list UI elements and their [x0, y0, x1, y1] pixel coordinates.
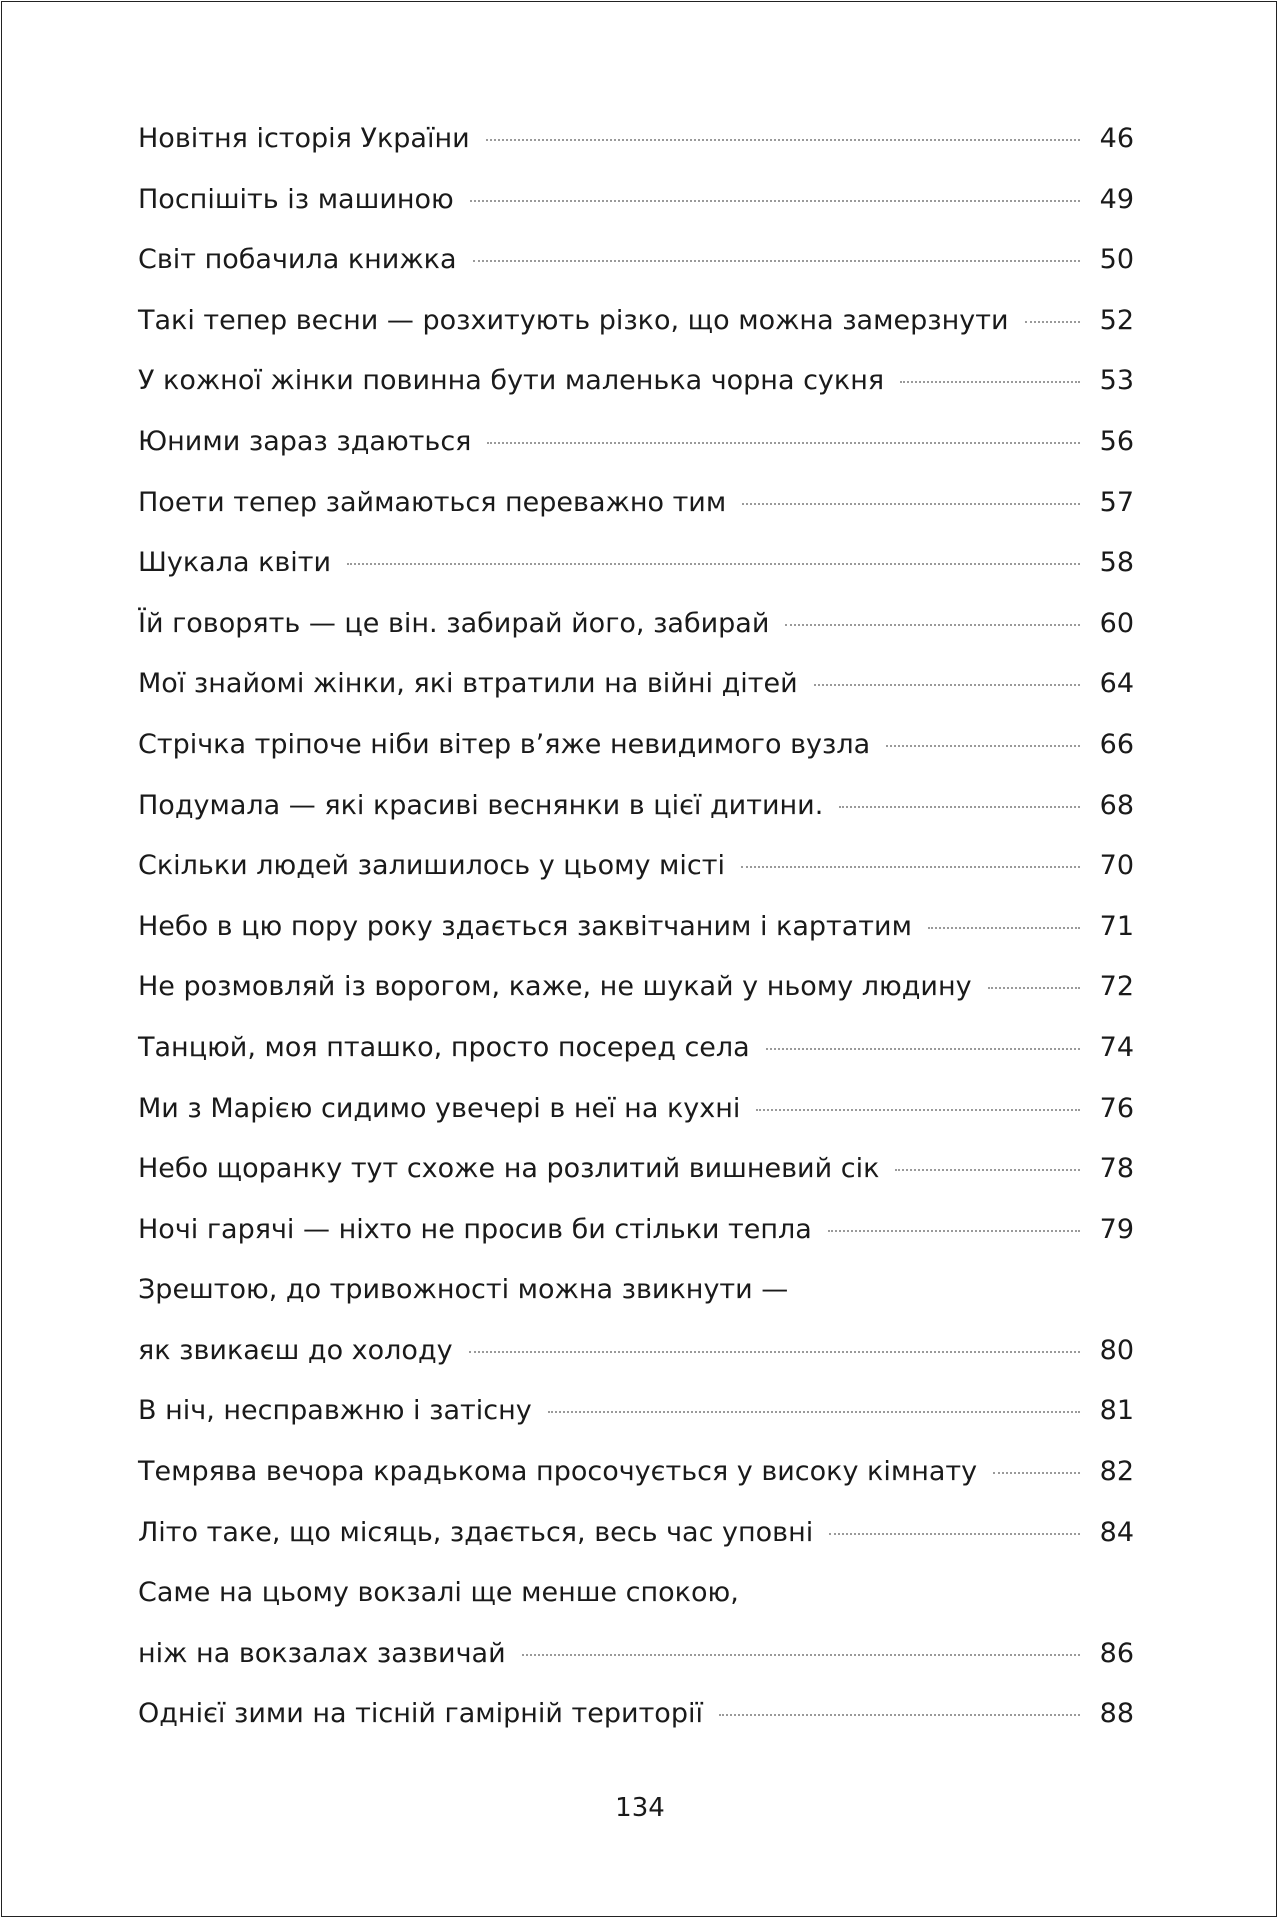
toc-entry-title: Такі тепер весни — розхитують різко, що можна замерзнути	[138, 304, 1009, 336]
dot-leader	[766, 1048, 1080, 1050]
dot-leader	[719, 1714, 1080, 1716]
dot-leader	[548, 1411, 1080, 1413]
toc-entry-title: Ночі гарячі — ніхто не просив би стільки тепла	[138, 1213, 812, 1245]
toc-entry-page: 60	[1099, 607, 1134, 639]
dot-leader	[895, 1169, 1080, 1171]
toc-entry-page: 86	[1099, 1637, 1134, 1669]
toc-entry-title: Не розмовляй із ворогом, каже, не шукай у ньому людину	[138, 971, 972, 1003]
toc-entry-title: Літо таке, що місяць, здається, весь час уповні	[138, 1516, 814, 1548]
dot-leader	[829, 1533, 1080, 1535]
toc-entry-page: 74	[1099, 1031, 1134, 1063]
dot-leader	[839, 806, 1080, 808]
toc-entry-page: 70	[1099, 850, 1134, 882]
toc-entry-page: 71	[1099, 910, 1134, 942]
toc-entry	[138, 1381, 1134, 1442]
toc-entry-page: 52	[1099, 304, 1134, 336]
toc-entry	[138, 412, 1134, 473]
toc-entry-page: 88	[1099, 1698, 1134, 1730]
toc-entry-title: Новітня історія України	[138, 123, 470, 154]
toc-entry-title: Небо щоранку тут схоже на розлитий вишневий сік	[138, 1153, 880, 1185]
toc-entry-title: Їй говорять — це він. забирай його, забирай	[138, 607, 770, 639]
toc-entry-title: Світ побачила книжка	[138, 244, 457, 276]
toc-entry	[138, 473, 1134, 534]
toc-entry	[138, 1260, 1134, 1321]
dot-leader	[486, 139, 1080, 141]
toc-entry	[138, 1018, 1134, 1079]
toc-entry	[138, 836, 1134, 897]
toc-entry	[138, 1321, 1134, 1382]
toc-entry	[138, 957, 1134, 1018]
toc-entry	[138, 1503, 1134, 1564]
toc-entry-title: Поспішіть із машиною	[138, 183, 454, 215]
dot-leader	[470, 200, 1080, 202]
toc-entry-page: 56	[1099, 425, 1134, 457]
dot-leader	[814, 684, 1080, 686]
toc-entry-page: 46	[1099, 123, 1134, 154]
toc-entry-title: Однієї зими на тісній гамірній території	[138, 1698, 703, 1730]
dot-leader	[993, 1472, 1080, 1474]
toc-entry-page: 78	[1099, 1153, 1134, 1185]
toc-entry-title: В ніч, несправжню і затісну	[138, 1395, 532, 1427]
toc-entry-title: Юними зараз здаються	[138, 425, 472, 457]
dot-leader	[1025, 321, 1081, 323]
toc-entry	[138, 654, 1134, 715]
toc-entry-page: 57	[1099, 486, 1134, 518]
dot-leader	[988, 987, 1080, 989]
toc-entry	[138, 776, 1134, 837]
toc-entry-page: 66	[1099, 728, 1134, 760]
toc-entry-page: 82	[1099, 1456, 1134, 1488]
toc-entry	[138, 533, 1134, 594]
dot-leader	[756, 1109, 1080, 1111]
toc-entry-title: Небо в цю пору року здається заквітчаним і картатим	[138, 910, 912, 942]
toc-entry	[138, 897, 1134, 958]
toc-entry-title: ніж на вокзалах зазвичай	[138, 1637, 506, 1669]
toc-entry-page: 76	[1099, 1092, 1134, 1124]
toc-entry-title: Танцюй, моя пташко, просто посеред села	[138, 1031, 750, 1063]
toc-entry-title: Стрічка тріпоче ніби вітер в’яже невидимого вузла	[138, 728, 871, 760]
toc-entry-title: Ми з Марією сидимо увечері в неї на кухні	[138, 1092, 741, 1124]
table-of-contents	[138, 109, 1134, 1745]
toc-entry	[138, 1563, 1134, 1624]
toc-entry-title: Подумала — які красиві веснянки в цієї дитини.	[138, 789, 824, 821]
toc-entry	[138, 1624, 1134, 1685]
dot-leader	[886, 745, 1080, 747]
toc-entry-page: 50	[1099, 244, 1134, 276]
dot-leader	[487, 442, 1080, 444]
toc-entry	[138, 230, 1134, 291]
toc-entry-title: Шукала квіти	[138, 547, 332, 579]
toc-entry	[138, 291, 1134, 352]
toc-entry-page: 81	[1099, 1395, 1134, 1427]
toc-entry	[138, 715, 1134, 776]
toc-entry-title: Темрява вечора крадькома просочується у високу кімнату	[138, 1456, 978, 1488]
dot-leader	[741, 866, 1080, 868]
toc-entry	[138, 109, 1134, 170]
toc-entry-title: Скільки людей залишилось у цьому місті	[138, 850, 725, 882]
dot-leader	[828, 1230, 1080, 1232]
toc-entry	[138, 1442, 1134, 1503]
dot-leader	[785, 624, 1080, 626]
toc-entry-page: 79	[1099, 1213, 1134, 1245]
dot-leader	[742, 503, 1080, 505]
toc-entry-page: 84	[1099, 1516, 1134, 1548]
toc-entry-title: як звикаєш до холоду	[138, 1334, 453, 1366]
toc-entry-title: Мої знайомі жінки, які втратили на війні дітей	[138, 668, 798, 700]
toc-entry-page: 53	[1099, 365, 1134, 397]
dot-leader	[473, 260, 1080, 262]
dot-leader	[347, 563, 1080, 565]
toc-entry-page: 72	[1099, 971, 1134, 1003]
dot-leader	[900, 381, 1080, 383]
toc-entry	[138, 1139, 1134, 1200]
toc-entry	[138, 1079, 1134, 1140]
dot-leader	[522, 1654, 1080, 1656]
toc-entry-title: Зрештою, до тривожності можна звикнути —	[138, 1274, 789, 1306]
toc-entry	[138, 594, 1134, 655]
toc-entry	[138, 351, 1134, 412]
dot-leader	[928, 927, 1080, 929]
toc-entry	[138, 170, 1134, 231]
dot-leader	[469, 1351, 1080, 1353]
toc-entry-page: 68	[1099, 789, 1134, 821]
toc-entry-title: Саме на цьому вокзалі ще менше спокою,	[138, 1577, 739, 1609]
toc-entry-page: 64	[1099, 668, 1134, 700]
toc-entry	[138, 1684, 1134, 1745]
toc-entry-title: Поети тепер займаються переважно тим	[138, 486, 727, 518]
page-number: 134	[615, 1793, 665, 1823]
toc-entry-page: 49	[1099, 183, 1134, 215]
toc-entry-page: 80	[1099, 1334, 1134, 1366]
toc-entry-page: 58	[1099, 547, 1134, 579]
toc-entry	[138, 1200, 1134, 1261]
toc-entry-title: У кожної жінки повинна бути маленька чорна сукня	[138, 365, 885, 397]
